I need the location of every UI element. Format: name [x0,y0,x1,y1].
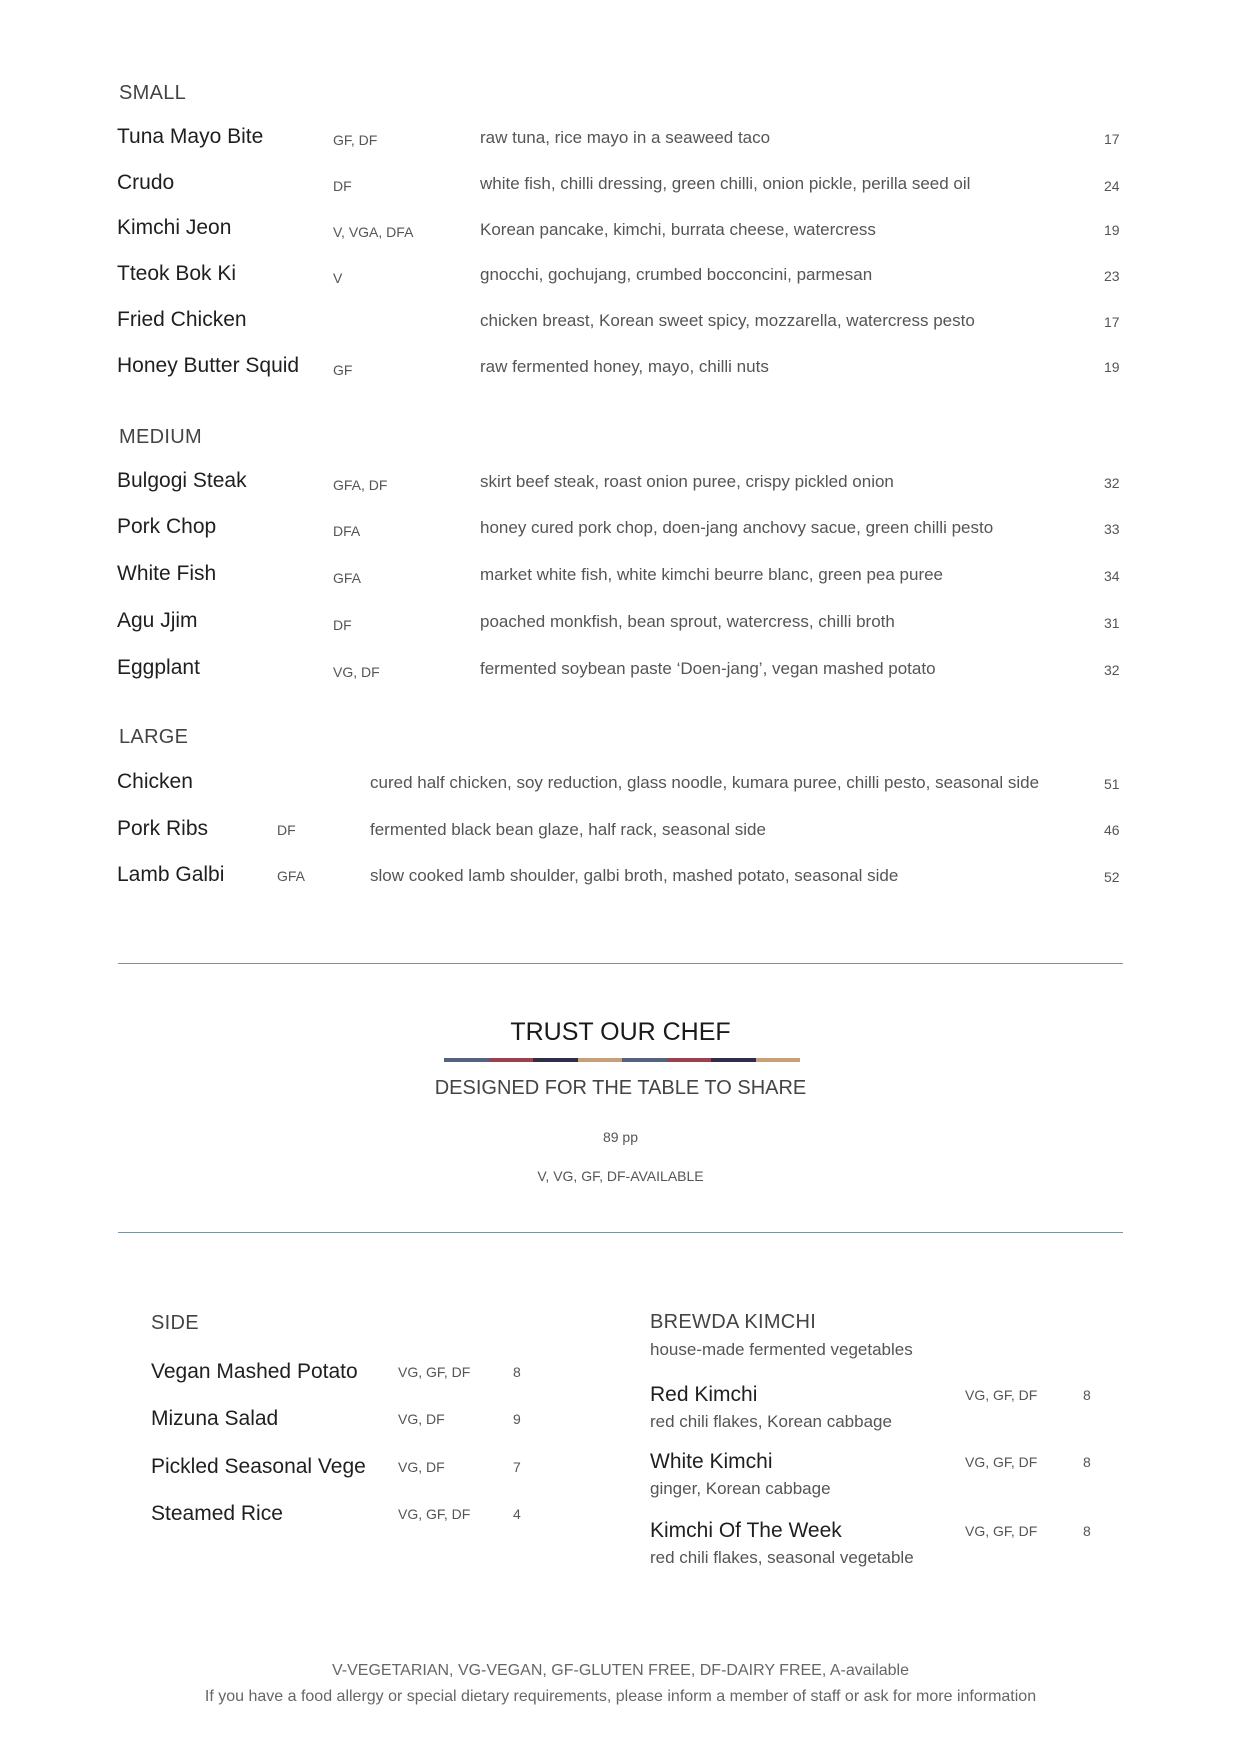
menu-item-tags: DF [277,822,296,838]
menu-item-description: chicken breast, Korean sweet spicy, mozzarella, watercress pesto [480,311,975,330]
menu-item-price: 32 [1104,475,1120,491]
menu-item-tags: DF [333,178,352,194]
menu-item-name: Crudo [117,171,175,194]
menu-item-name: Chicken [117,770,193,793]
menu-item-price: 51 [1104,776,1120,792]
menu-item-name: Fried Chicken [117,308,247,331]
menu-item-tags: GFA [333,570,362,586]
menu-item-name: Honey Butter Squid [117,354,300,377]
menu-item-description: fermented black bean glaze, half rack, seasonal side [370,820,766,839]
menu-item-description: honey cured pork chop, doen-jang anchovy sacue, green chilli pesto [480,518,994,537]
menu-item-name: Tuna Mayo Bite [117,125,264,148]
chef-menu-dietary: V, VG, GF, DF-AVAILABLE [537,1168,704,1184]
menu-item-name: White Fish [117,562,217,585]
stripe-segment [489,1058,534,1062]
menu-item-description: fermented soybean paste ‘Doen-jang’, vegan mashed potato [480,659,936,678]
menu-item-price: 46 [1104,822,1120,838]
menu-item-price: 52 [1104,869,1120,885]
menu-item-price: 34 [1104,568,1120,584]
side-item-price: 9 [513,1411,521,1427]
menu-item-tags: GF, DF [333,132,378,148]
menu-item-tags: GFA [277,868,306,884]
kimchi-item-name: Kimchi Of The Week [650,1519,842,1542]
dietary-legend: V-VEGETARIAN, VG-VEGAN, GF-GLUTEN FREE, DF-DAIRY FREE, A-available [331,1662,909,1679]
menu-item-name: Agu Jjim [117,609,198,632]
section-title-kimchi: BREWDA KIMCHI [650,1311,817,1333]
kimchi-item-tags: VG, GF, DF [965,1523,1038,1539]
stripe-segment [622,1058,667,1062]
section-title-medium: MEDIUM [119,426,202,448]
menu-item-description: white fish, chilli dressing, green chilli, onion pickle, perilla seed oil [480,174,971,193]
kimchi-item-name: White Kimchi [650,1450,773,1473]
menu-item-description: raw tuna, rice mayo in a seaweed taco [480,128,771,147]
menu-item-name: Bulgogi Steak [117,469,247,492]
side-item-tags: VG, DF [398,1459,445,1475]
side-item-name: Pickled Seasonal Vege [151,1455,366,1478]
chef-menu-subtitle: DESIGNED FOR THE TABLE TO SHARE [434,1077,807,1099]
menu-item-price: 19 [1104,359,1120,375]
menu-item-tags: GF [333,362,353,378]
divider [118,963,1123,964]
menu-item-price: 23 [1104,268,1120,284]
kimchi-item-name: Red Kimchi [650,1383,758,1406]
menu-item-price: 32 [1104,662,1120,678]
menu-item-price: 24 [1104,178,1120,194]
menu-item-price: 33 [1104,521,1120,537]
section-title-large: LARGE [119,726,189,748]
menu-item-name: Eggplant [117,656,200,679]
menu-item-price: 31 [1104,615,1120,631]
section-title-side: SIDE [151,1312,199,1334]
kimchi-item-price: 8 [1083,1387,1091,1403]
side-item-tags: VG, DF [398,1411,445,1427]
side-item-name: Steamed Rice [151,1502,283,1525]
menu-item-tags: DFA [333,523,361,539]
menu-item-name: Pork Ribs [117,817,209,840]
menu-item-description: market white fish, white kimchi beurre blanc, green pea puree [480,565,944,584]
side-item-tags: VG, GF, DF [398,1364,471,1380]
side-item-price: 8 [513,1364,521,1380]
menu-item-description: cured half chicken, soy reduction, glass noodle, kumara puree, chilli pesto, seasonal side [370,773,1040,792]
kimchi-item-tags: VG, GF, DF [965,1454,1038,1470]
kimchi-item-tags: VG, GF, DF [965,1387,1038,1403]
menu-item-name: Pork Chop [117,515,217,538]
stripe-segment [578,1058,623,1062]
menu-item-name: Lamb Galbi [117,863,225,886]
menu-item-price: 19 [1104,222,1120,238]
menu-item-tags: V, VGA, DFA [333,224,414,240]
section-title-small: SMALL [119,82,187,104]
menu-item-description: gnocchi, gochujang, crumbed bocconcini, parmesan [480,265,873,284]
menu-item-tags: VG, DF [333,664,380,680]
menu-item-description: raw fermented honey, mayo, chilli nuts [480,357,769,376]
stripe-segment [533,1058,578,1062]
menu-item-tags: GFA, DF [333,477,388,493]
chef-menu-title: TRUST OUR CHEF [510,1018,731,1046]
kimchi-item-description: red chili flakes, Korean cabbage [650,1412,892,1431]
allergy-notice: If you have a food allergy or special dietary requirements, please inform a member of staff or ask for more information [204,1688,1037,1705]
menu-item-tags: DF [333,617,352,633]
side-item-tags: VG, GF, DF [398,1506,471,1522]
menu-item-name: Kimchi Jeon [117,216,232,239]
kimchi-item-description: ginger, Korean cabbage [650,1479,831,1498]
color-stripe-divider [444,1058,800,1062]
chef-menu-price: 89 pp [602,1129,639,1145]
menu-item-description: skirt beef steak, roast onion puree, crispy pickled onion [480,472,894,491]
stripe-segment [756,1058,801,1062]
menu-item-tags: V [333,270,343,286]
menu-item-price: 17 [1104,314,1120,330]
kimchi-item-description: red chili flakes, seasonal vegetable [650,1548,914,1567]
kimchi-item-price: 8 [1083,1454,1091,1470]
side-item-price: 4 [513,1506,521,1522]
divider [118,1232,1123,1233]
kimchi-subtitle: house-made fermented vegetables [650,1340,913,1359]
stripe-segment [667,1058,712,1062]
menu-item-description: poached monkfish, bean sprout, watercress, chilli broth [480,612,895,631]
stripe-segment [444,1058,489,1062]
menu-item-name: Tteok Bok Ki [117,262,237,285]
side-item-price: 7 [513,1459,521,1475]
stripe-segment [711,1058,756,1062]
menu-item-description: slow cooked lamb shoulder, galbi broth, mashed potato, seasonal side [370,866,899,885]
kimchi-item-price: 8 [1083,1523,1091,1539]
side-item-name: Mizuna Salad [151,1407,279,1430]
menu-item-description: Korean pancake, kimchi, burrata cheese, watercress [480,220,876,239]
side-item-name: Vegan Mashed Potato [151,1360,358,1383]
menu-item-price: 17 [1104,131,1120,147]
